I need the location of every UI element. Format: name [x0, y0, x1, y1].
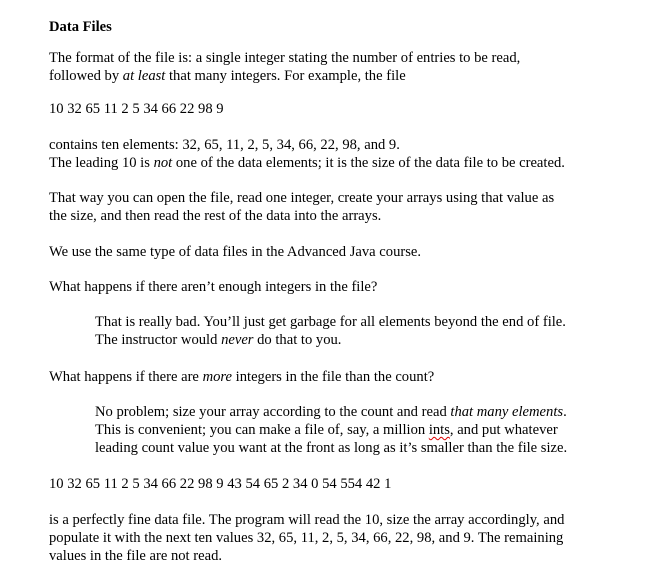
paragraph-example-data-long — [49, 475, 391, 493]
text-line — [49, 136, 565, 154]
paragraph-question-not-enough — [49, 278, 377, 296]
paragraph-format — [49, 49, 520, 85]
text-segment: one of the data elements; it is the size of the data file to be created. — [172, 155, 565, 171]
text-segment: The leading 10 is — [49, 155, 154, 171]
text-segment: the size, and then read the rest of the data into the arrays. — [49, 208, 382, 224]
text-segment: contains ten elements: 32, 65, 11, 2, 5, 34, 66, 22, 98, and 9. — [49, 137, 400, 153]
text-line — [49, 475, 391, 493]
text-line — [49, 100, 224, 118]
text-segment: That way you can open the file, read one integer, create your arrays using that value as — [49, 190, 555, 206]
text-line — [49, 67, 520, 85]
text-segment: . — [563, 404, 567, 420]
text-line — [49, 368, 434, 386]
text-line — [95, 313, 566, 331]
text-segment: is a perfectly fine data file. The program will read the 10, size the array accordingly, and — [49, 512, 565, 528]
text-line — [95, 421, 567, 439]
emphasis-text: at least — [122, 68, 166, 84]
emphasis-text: more — [202, 369, 233, 385]
text-line — [95, 403, 567, 421]
text-line — [49, 49, 520, 67]
text-segment: leading count value you want at the front as long as it’s smaller than the file size. — [95, 440, 568, 456]
text-segment: followed by — [49, 68, 123, 84]
paragraph-question-more — [49, 368, 434, 386]
text-segment: This is convenient; you can make a file of, say, a million — [95, 422, 429, 438]
paragraph-contains — [49, 136, 565, 172]
emphasis-text: never — [221, 332, 254, 348]
text-segment: What happens if there aren’t enough integers in the file? — [49, 279, 378, 295]
text-line — [49, 243, 421, 261]
paragraph-example-data-short — [49, 100, 224, 118]
paragraph-that-way — [49, 189, 554, 225]
text-segment: , and put whatever — [449, 422, 558, 438]
text-line — [49, 547, 564, 565]
text-line — [49, 207, 554, 225]
spellcheck-flagged-word: ints — [428, 422, 450, 438]
paragraph-answer-more — [95, 403, 567, 457]
paragraph-answer-not-enough — [95, 313, 566, 349]
text-line — [49, 529, 564, 547]
text-segment: The instructor would — [95, 332, 222, 348]
text-segment: No problem; size your array according to the count and read — [95, 404, 451, 420]
text-line — [49, 511, 564, 529]
text-line — [95, 331, 566, 349]
text-segment: populate it with the next ten values 32, 65, 11, 2, 5, 34, 66, 22, 98, and 9. The remaining — [49, 530, 564, 546]
text-segment: What happens if there are — [49, 369, 203, 385]
text-line — [49, 189, 554, 207]
paragraph-advanced-java — [49, 243, 421, 261]
text-segment: integers in the file than the count? — [232, 369, 435, 385]
text-segment: values in the file are not read. — [49, 548, 223, 564]
text-segment: do that to you. — [253, 332, 342, 348]
text-segment: 10 32 65 11 2 5 34 66 22 98 9 — [49, 101, 224, 117]
emphasis-text: not — [153, 155, 173, 171]
text-segment: that many integers. For example, the file — [165, 68, 406, 84]
text-segment: The format of the file is: a single integer stating the number of entries to be read, — [49, 50, 521, 66]
text-segment: We use the same type of data files in the Advanced Java course. — [49, 244, 422, 260]
text-line — [95, 439, 567, 457]
text-line — [49, 154, 565, 172]
paragraph-fine-data-file — [49, 511, 564, 565]
text-segment: 10 32 65 11 2 5 34 66 22 98 9 43 54 65 2 34 0 54 554 42 1 — [49, 476, 392, 492]
text-segment: That is really bad. You’ll just get garbage for all elements beyond the end of file. — [95, 314, 566, 330]
text-line — [49, 278, 377, 296]
document-title: Data Files — [49, 19, 112, 35]
emphasis-text: that many elements — [450, 404, 564, 420]
